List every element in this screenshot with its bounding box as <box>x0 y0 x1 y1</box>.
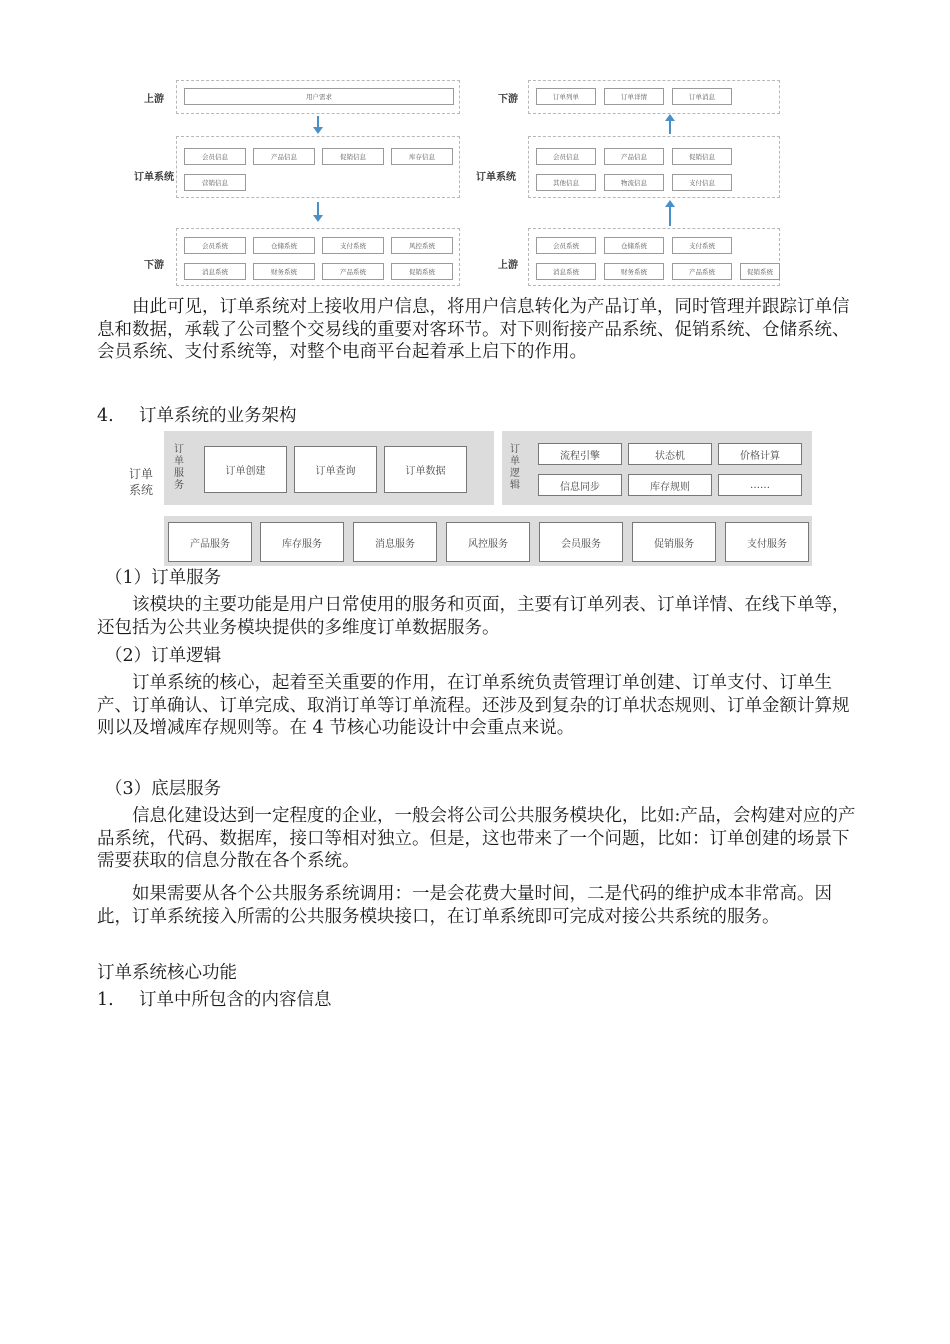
diagram-box: 产品系统 <box>322 263 384 280</box>
heading-number: 1. <box>97 990 114 1010</box>
paragraph: 该模块的主要功能是用户日常使用的服务和页面，主要有订单列表、订单详情、在线下单等，还包括为公共业务模块提供的多维度订单数据服务。 <box>97 595 850 638</box>
architecture-box: 流程引擎 <box>538 443 622 465</box>
diagram-box: 消息系统 <box>184 263 246 280</box>
architecture-box: 消息服务 <box>353 522 437 562</box>
diagram-box: 物流信息 <box>604 174 664 191</box>
diagram-box: 库存信息 <box>391 148 453 165</box>
paragraph: 由此可见，订单系统对上接收用户信息，将用户信息转化为产品订单，同时管理并跟踪订单信息和数据，承载了公司整个交易线的重要对客环节。对下则衔接产品系统、促销系统、仓储系统、会员系统、支付系统等，对整个电商平台起着承上启下的作用。 <box>97 297 850 363</box>
diagram-box: 会员系统 <box>184 237 246 254</box>
sub-heading: （2）订单逻辑 <box>105 646 222 666</box>
paragraph: 如果需要从各个公共服务系统调用：一是会花费大量时间，二是代码的维护成本非常高。因此，订单系统接入所需的公共服务模块接口，在订单系统即可完成对接公共系统的服务。 <box>97 884 832 927</box>
diagram-box: 消息系统 <box>536 263 596 280</box>
sub-heading: （1）订单服务 <box>105 568 222 588</box>
arrow-up-icon <box>669 206 671 226</box>
order-logic-label: 订单逻辑 <box>510 444 520 491</box>
system-position-diagram <box>134 80 780 286</box>
layer-label-downstream: 下游 <box>144 260 164 271</box>
diagram-box: 促销系统 <box>740 263 780 280</box>
diagram-box: 会员系统 <box>536 237 596 254</box>
architecture-box: 库存服务 <box>260 522 344 562</box>
layer-label-upstream: 上游 <box>144 94 164 105</box>
architecture-side-label: 订单系统 <box>128 467 153 497</box>
diagram-box: 仓储系统 <box>604 237 664 254</box>
diagram-right-panel <box>476 80 780 286</box>
heading-text: 订单系统的业务架构 <box>139 406 297 426</box>
order-service-label: 订单服务 <box>174 444 184 491</box>
layer-label-order-system: 订单系统 <box>476 172 516 183</box>
diagram-box: 订单列单 <box>536 88 596 105</box>
diagram-box: 支付系统 <box>322 237 384 254</box>
architecture-box: 订单创建 <box>204 446 287 493</box>
architecture-box: 支付服务 <box>725 522 809 562</box>
diagram-box: 订单消息 <box>672 88 732 105</box>
architecture-box: 库存规则 <box>628 474 712 496</box>
section-heading <box>97 989 332 1011</box>
section-heading <box>97 405 297 427</box>
architecture-box: 状态机 <box>628 443 712 465</box>
architecture-box: 产品服务 <box>168 522 252 562</box>
arrow-down-icon <box>317 116 319 128</box>
diagram-left-panel <box>134 80 462 286</box>
section-heading: 订单系统核心功能 <box>97 963 237 983</box>
diagram-box: 会员信息 <box>536 148 596 165</box>
architecture-box: 会员服务 <box>539 522 623 562</box>
architecture-box: 风控服务 <box>446 522 530 562</box>
paragraph: 信息化建设达到一定程度的企业，一般会将公司公共服务模块化，比如:产品，会构建对应的产品系统，代码、数据库，接口等相对独立。但是，这也带来了一个问题，比如：订单创建的场景下需要获取的信息分散在各个系统。 <box>97 806 856 872</box>
diagram-box: 促销信息 <box>672 148 732 165</box>
diagram-box: 营销信息 <box>184 174 246 191</box>
diagram-box: 支付系统 <box>672 237 732 254</box>
heading-number: 4. <box>97 406 114 426</box>
diagram-box: 其他信息 <box>536 174 596 191</box>
diagram-box: 财务系统 <box>604 263 664 280</box>
architecture-box: 订单查询 <box>294 446 377 493</box>
diagram-box: 风控系统 <box>391 237 453 254</box>
architecture-box: 促销服务 <box>632 522 716 562</box>
diagram-box: 促销信息 <box>322 148 384 165</box>
sub-heading: （3）底层服务 <box>105 779 222 799</box>
layer-label-downstream: 下游 <box>498 94 518 105</box>
layer-label-order-system: 订单系统 <box>134 172 174 183</box>
diagram-box: 产品信息 <box>253 148 315 165</box>
architecture-box: 信息同步 <box>538 474 622 496</box>
diagram-box: 财务系统 <box>253 263 315 280</box>
paragraph: 订单系统的核心，起着至关重要的作用，在订单系统负责管理订单创建、订单支付、订单生产、订单确认、订单完成、取消订单等订单流程。还涉及到复杂的订单状态规则、订单金额计算规则以及增减库存规则等。在 4 节核心功能设计中会重点来说。 <box>97 673 850 739</box>
diagram-box: 订单详情 <box>604 88 664 105</box>
diagram-box: 会员信息 <box>184 148 246 165</box>
diagram-box: 产品系统 <box>672 263 732 280</box>
diagram-box: 仓储系统 <box>253 237 315 254</box>
arrow-down-icon <box>317 202 319 216</box>
business-architecture-diagram <box>120 428 820 568</box>
diagram-box: 支付信息 <box>672 174 732 191</box>
architecture-box: 价格计算 <box>718 443 802 465</box>
layer-label-upstream: 上游 <box>498 260 518 271</box>
arrow-up-icon <box>669 120 671 134</box>
diagram-box: 促销系统 <box>391 263 453 280</box>
architecture-box: …… <box>718 474 802 496</box>
diagram-box: 用户需求 <box>184 88 454 105</box>
diagram-box: 产品信息 <box>604 148 664 165</box>
heading-text: 订单中所包含的内容信息 <box>139 990 332 1010</box>
architecture-box: 订单数据 <box>384 446 467 493</box>
